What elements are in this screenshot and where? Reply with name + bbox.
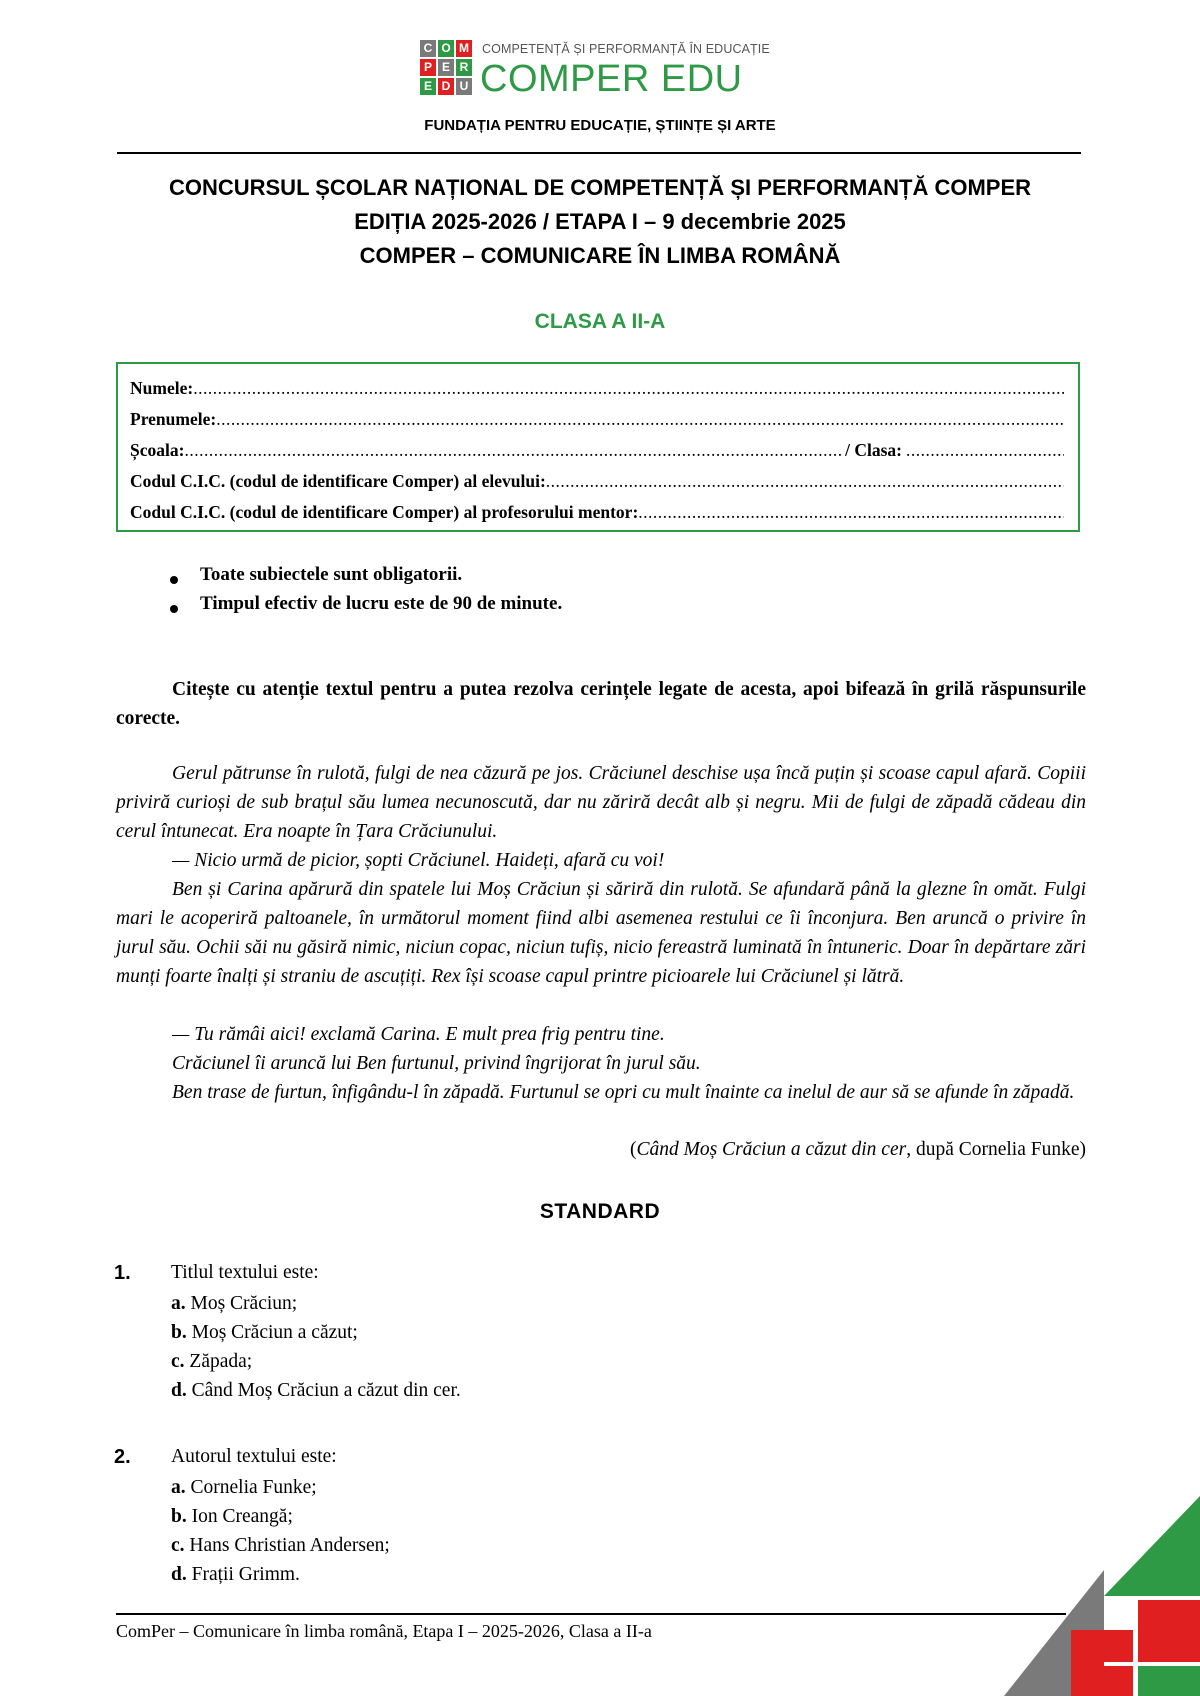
option-letter: a. [171, 1477, 186, 1498]
answer-option[interactable] [171, 1293, 297, 1315]
name-blank[interactable] [193, 378, 1064, 399]
answer-option[interactable] [171, 1380, 461, 1402]
bullet-icon [170, 605, 178, 613]
corner-green-triangle [1104, 1496, 1200, 1596]
surname-field[interactable] [130, 409, 1064, 433]
teacher-code-blank[interactable] [638, 502, 1064, 523]
text-paragraph-1: Gerul pătrunse în rulotă, fulgi de nea căzură pe jos. Crăciunel deschise ușa încă puțin și scoase capul afară. Copiii priviră curioși de sub brațul său lumea necunoscută, dar nu zăriră decât alb și negru. Mii de fulgi de zăpadă cădeau din cerul întunecat. Era noapte în Țara Crăciunului. [116, 763, 1086, 842]
logo-cell: U [456, 78, 472, 95]
question-text: Titlul textului este: [171, 1262, 319, 1283]
corner-green-square [1138, 1666, 1200, 1696]
question-number: 1. [114, 1262, 131, 1284]
option-text: Hans Christian Andersen; [189, 1535, 390, 1556]
surname-blank[interactable] [216, 409, 1064, 430]
logo-cell: E [438, 59, 454, 76]
text-source [630, 1139, 1086, 1161]
text-paragraph-5: Crăciunel îi aruncă lui Ben furtunul, privind îngrijorat în jurul său. [172, 1053, 701, 1074]
answer-option[interactable] [171, 1506, 293, 1528]
logo-cell: P [420, 59, 436, 76]
option-letter: b. [171, 1322, 187, 1343]
surname-label: Prenumele: [130, 409, 217, 429]
class-blank[interactable] [906, 440, 1064, 461]
student-code-label: Codul C.I.C. (codul de identificare Comper) al elevului: [130, 471, 546, 491]
source-open: ( [629, 1139, 637, 1160]
answer-option[interactable] [171, 1322, 358, 1344]
logo-cell: O [438, 40, 454, 57]
text-paragraph-3: Ben și Carina apărură din spatele lui Moș Crăciun și săriră din rulotă. Se afundară până la glezne în omăt. Fulgi mari le acoperiră paltoanele, în următorul moment fiind albi asemenea restului ce îi înconjura. Ben aruncă o privire în jurul său. Ochii săi nu găsiră nimic, niciun copac, niciun tufiș, nicio fereastră luminată în întuneric. Doar în depărtare zări munți foarte înalți și straniu de ascuțiți. Rex își scoase capul printre picioarele lui Crăciunel și lătră. [116, 879, 1086, 987]
section-title: STANDARD [539, 1200, 661, 1223]
logo-cell: R [456, 59, 472, 76]
text-paragraph-2: — Nicio urmă de picior, șopti Crăciunel. Haideți, afară cu voi! [172, 850, 665, 871]
student-code-blank[interactable] [546, 471, 1064, 492]
option-letter: c. [171, 1351, 185, 1372]
corner-red-square [1138, 1600, 1200, 1662]
option-text: Zăpada; [189, 1351, 253, 1372]
bullet-icon [170, 576, 178, 584]
student-code-field[interactable] [130, 471, 1064, 495]
option-text: Moș Crăciun; [190, 1293, 298, 1314]
header-divider [117, 152, 1081, 154]
option-text: Cornelia Funke; [190, 1477, 317, 1498]
student-info-box [116, 362, 1080, 532]
subject-title: COMPER – COMUNICARE ÎN LIMBA ROMÂNĂ [359, 243, 841, 268]
comper-edu-logo [420, 40, 780, 98]
corner-decoration [1000, 1496, 1200, 1696]
reading-instruction: Citește cu atenție textul pentru a putea rezolva cerințele legate de acesta, apoi bifează în grilă răspunsurile corecte. [116, 679, 1086, 729]
logo-cell: E [420, 78, 436, 95]
logo-tagline: COMPETENȚĂ ȘI PERFORMANȚĂ ÎN EDUCAȚIE [482, 42, 770, 56]
answer-option[interactable] [171, 1477, 317, 1499]
school-blank[interactable] [184, 440, 841, 461]
class-title: CLASA A II-A [534, 310, 666, 333]
answer-option[interactable] [171, 1351, 252, 1373]
footer-text: ComPer – Comunicare în limba română, Etapa I – 2025-2026, Clasa a II-a [116, 1621, 652, 1641]
source-author: , după Cornelia Funke) [906, 1139, 1086, 1160]
class-label: / Clasa: [845, 440, 902, 460]
logo-cell: D [438, 78, 454, 95]
option-text: Ion Creangă; [191, 1506, 293, 1527]
option-letter: c. [171, 1535, 185, 1556]
answer-option[interactable] [171, 1535, 390, 1557]
question-text: Autorul textului este: [171, 1446, 337, 1467]
question-number: 2. [114, 1446, 131, 1468]
foundation-name: FUNDAȚIA PENTRU EDUCAȚIE, ȘTIINȚE ȘI ARTE [424, 117, 776, 134]
logo-name: COMPER EDU [480, 58, 743, 100]
option-letter: d. [171, 1380, 187, 1401]
page-number: 1 [1112, 1598, 1125, 1623]
source-title: Când Moș Crăciun a căzut din cer [636, 1139, 907, 1160]
school-field[interactable] [130, 440, 1064, 464]
school-label: Școala: [130, 440, 185, 460]
teacher-code-label: Codul C.I.C. (codul de identificare Comper) al profesorului mentor: [130, 502, 639, 522]
text-paragraph-6: Ben trase de furtun, înfigându-l în zăpadă. Furtunul se opri cu mult înainte ca inelul de aur să se afunde în zăpadă. [172, 1082, 1075, 1103]
option-text: Când Moș Crăciun a căzut din cer. [191, 1380, 461, 1401]
answer-option[interactable] [171, 1564, 300, 1586]
logo-cell: M [456, 40, 472, 57]
contest-title: CONCURSUL ȘCOLAR NAȚIONAL DE COMPETENȚĂ ȘI PERFORMANȚĂ COMPER [168, 175, 1032, 200]
option-letter: a. [171, 1293, 186, 1314]
option-text: Moș Crăciun a căzut; [191, 1322, 358, 1343]
option-text: Frații Grimm. [191, 1564, 300, 1585]
text-paragraph-4: — Tu rămâi aici! exclamă Carina. E mult prea frig pentru tine. [172, 1024, 665, 1045]
logo-grid [420, 40, 472, 96]
rule-item: Timpul efectiv de lucru este de 90 de minute. [200, 593, 563, 614]
name-field[interactable] [130, 378, 1064, 402]
footer-divider [116, 1613, 1066, 1615]
option-letter: d. [171, 1564, 187, 1585]
option-letter: b. [171, 1506, 187, 1527]
teacher-code-field[interactable] [130, 502, 1064, 526]
name-label: Numele: [130, 378, 194, 398]
edition-title: EDIȚIA 2025-2026 / ETAPA I – 9 decembrie 2025 [354, 209, 846, 234]
logo-cell: C [420, 40, 436, 57]
rule-item: Toate subiectele sunt obligatorii. [200, 564, 463, 585]
